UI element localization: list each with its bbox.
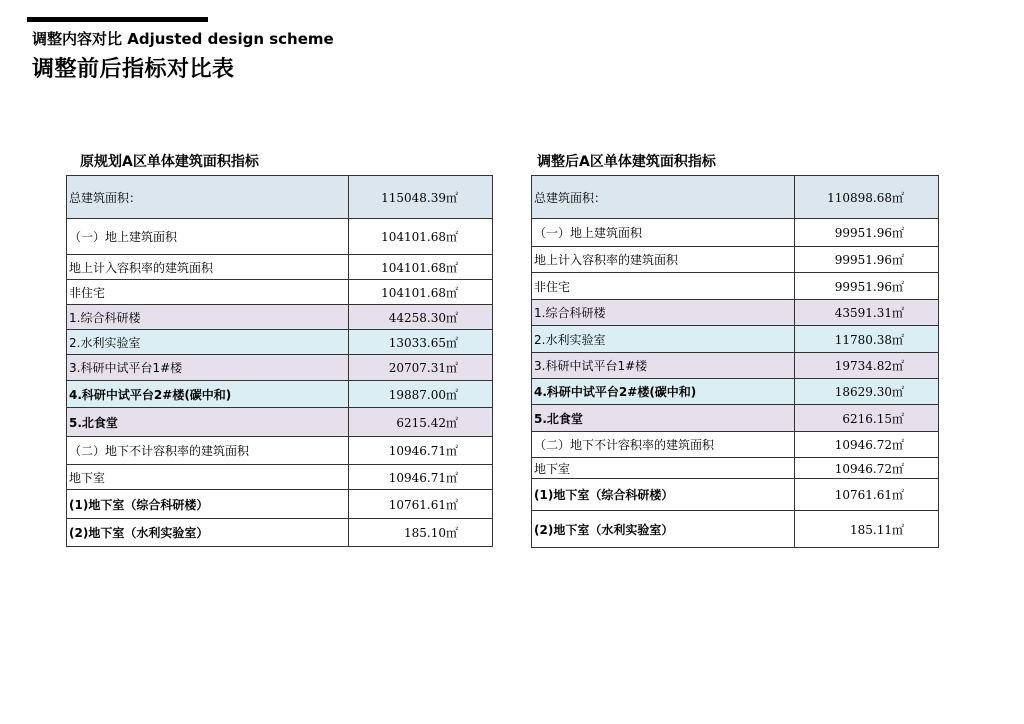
row-value: 110898.68㎡: [795, 176, 939, 219]
row-value: 99951.96㎡: [795, 273, 939, 300]
row-label: 5.北食堂: [532, 405, 795, 432]
row-label: 2.水利实验室: [67, 330, 349, 355]
row-label: 地上计入容积率的建筑面积: [532, 247, 795, 273]
row-value: 6215.42㎡: [349, 408, 493, 437]
row-value: 43591.31㎡: [795, 300, 939, 326]
row-label: 4.科研中试平台2#楼(碳中和): [532, 379, 795, 405]
row-value: 115048.39㎡: [349, 176, 493, 219]
left-table-title: 原规划A区单体建筑面积指标: [80, 154, 259, 170]
left-area-table: [66, 175, 493, 547]
table-row: [67, 280, 493, 305]
row-value: 185.11㎡: [795, 511, 939, 548]
row-label: 3.科研中试平台1#楼: [532, 353, 795, 379]
table-row: [532, 353, 939, 379]
table-row: [67, 176, 493, 219]
row-label: （一）地上建筑面积: [532, 219, 795, 247]
row-label: 地下室: [532, 458, 795, 479]
right-table-title: 调整后A区单体建筑面积指标: [537, 154, 716, 170]
row-value: 104101.68㎡: [349, 255, 493, 280]
table-row: [532, 405, 939, 432]
row-label: （二）地下不计容积率的建筑面积: [532, 432, 795, 458]
table-row: [532, 432, 939, 458]
row-label: 非住宅: [67, 280, 349, 305]
table-row: [67, 219, 493, 255]
row-label: 5.北食堂: [67, 408, 349, 437]
row-value: 19887.00㎡: [349, 381, 493, 408]
row-value: 18629.30㎡: [795, 379, 939, 405]
row-value: 10946.72㎡: [795, 432, 939, 458]
table-row: [532, 511, 939, 548]
row-value: 10946.71㎡: [349, 465, 493, 490]
table-row: [67, 437, 493, 465]
table-row: [532, 458, 939, 479]
table-row: [67, 305, 493, 330]
row-value: 104101.68㎡: [349, 280, 493, 305]
table-row: [532, 247, 939, 273]
table-row: [67, 381, 493, 408]
page-title: 调整前后指标对比表: [32, 57, 235, 82]
row-value: 99951.96㎡: [795, 219, 939, 247]
row-label: （二）地下不计容积率的建筑面积: [67, 437, 349, 465]
table-row: [532, 479, 939, 511]
row-label: (2)地下室（水利实验室）: [67, 519, 349, 547]
table-row: [67, 255, 493, 280]
row-value: 44258.30㎡: [349, 305, 493, 330]
row-value: 99951.96㎡: [795, 247, 939, 273]
row-value: 11780.38㎡: [795, 326, 939, 353]
table-row: [532, 219, 939, 247]
table-row: [67, 330, 493, 355]
table-row: [67, 408, 493, 437]
row-value: 10761.61㎡: [795, 479, 939, 511]
right-area-table: [531, 175, 939, 548]
row-value: 104101.68㎡: [349, 219, 493, 255]
table-row: [532, 326, 939, 353]
table-row: [67, 519, 493, 547]
row-label: 2.水利实验室: [532, 326, 795, 353]
row-label: 非住宅: [532, 273, 795, 300]
row-value: 10761.61㎡: [349, 490, 493, 519]
row-label: (1)地下室（综合科研楼）: [532, 479, 795, 511]
row-label: （一）地上建筑面积: [67, 219, 349, 255]
table-row: [67, 490, 493, 519]
table-row: [67, 465, 493, 490]
row-label: (2)地下室（水利实验室）: [532, 511, 795, 548]
row-label: 总建筑面积：: [67, 176, 349, 219]
table-row: [67, 355, 493, 381]
row-value: 6216.15㎡: [795, 405, 939, 432]
row-value: 10946.71㎡: [349, 437, 493, 465]
row-label: (1)地下室（综合科研楼）: [67, 490, 349, 519]
row-label: 1.综合科研楼: [67, 305, 349, 330]
row-label: 地上计入容积率的建筑面积: [67, 255, 349, 280]
page-subtitle: 调整内容对比 Adjusted design scheme: [32, 30, 334, 48]
row-value: 10946.72㎡: [795, 458, 939, 479]
row-label: 总建筑面积：: [532, 176, 795, 219]
row-label: 3.科研中试平台1#楼: [67, 355, 349, 381]
row-label: 地下室: [67, 465, 349, 490]
row-label: 4.科研中试平台2#楼(碳中和): [67, 381, 349, 408]
row-value: 185.10㎡: [349, 519, 493, 547]
header-accent-bar: [27, 17, 208, 22]
row-label: 1.综合科研楼: [532, 300, 795, 326]
row-value: 13033.65㎡: [349, 330, 493, 355]
row-value: 19734.82㎡: [795, 353, 939, 379]
table-row: [532, 176, 939, 219]
row-value: 20707.31㎡: [349, 355, 493, 381]
table-row: [532, 379, 939, 405]
table-row: [532, 300, 939, 326]
table-row: [532, 273, 939, 300]
